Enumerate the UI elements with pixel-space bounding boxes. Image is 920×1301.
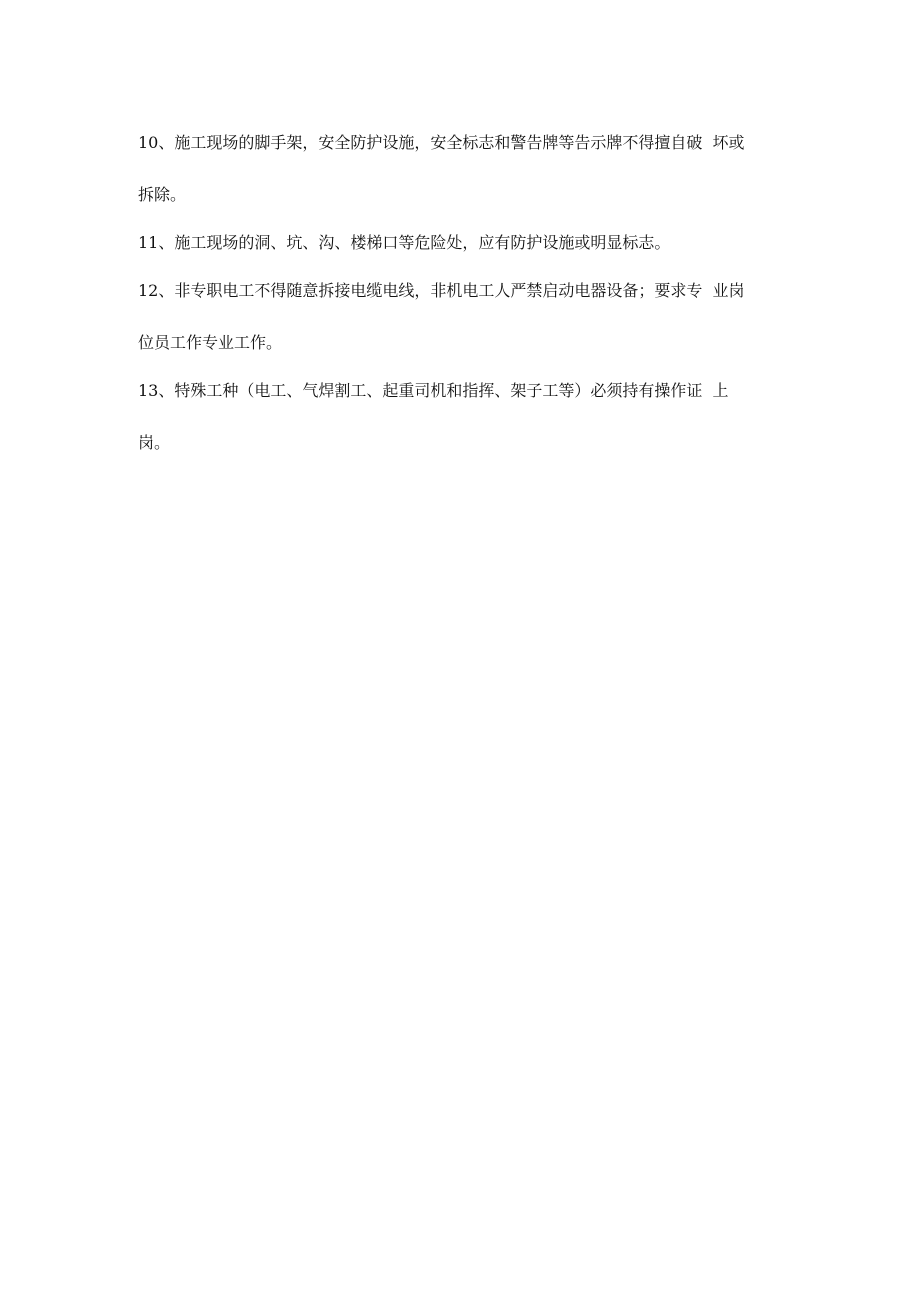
rule-10-line-1: 10、施工现场的脚手架，安全防护设施，安全标志和警告牌等告示牌不得擅自破 坏或 — [138, 133, 745, 152]
rule-13-line-2: 岗。 — [138, 433, 171, 452]
document-body — [138, 130, 798, 455]
rule-11-line-1: 11、施工现场的洞、坑、沟、楼梯口等危险处，应有防护设施或明显标志。 — [138, 233, 671, 252]
rule-item-13 — [138, 378, 798, 455]
rule-item-11 — [138, 230, 798, 255]
rule-item-12 — [138, 278, 798, 355]
rule-item-10 — [138, 130, 798, 207]
rule-12-line-2: 位员工作专业工作。 — [138, 333, 283, 352]
rule-13-line-1: 13、特殊工种（电工、气焊割工、起重司机和指挥、架子工等）必须持有操作证 上 — [138, 381, 729, 400]
rule-10-line-2: 拆除。 — [138, 185, 187, 204]
rule-12-line-1: 12、非专职电工不得随意拆接电缆电线，非机电工人严禁启动电器设备；要求专 业岗 — [138, 281, 745, 300]
